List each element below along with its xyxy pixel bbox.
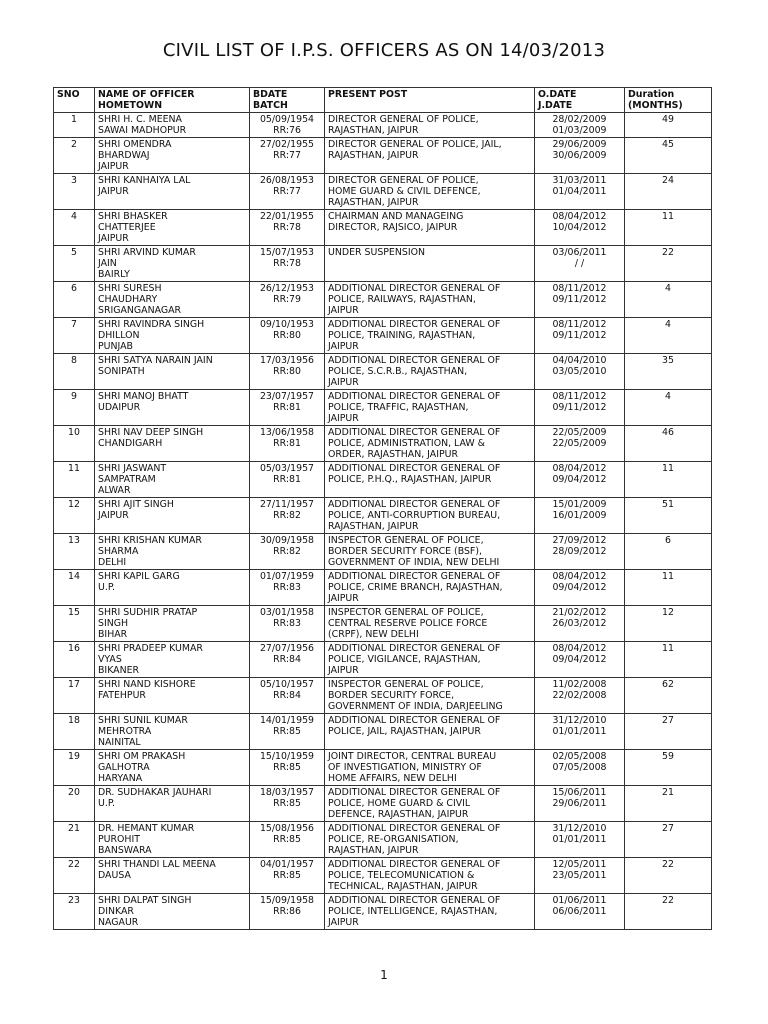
cell-present-post: ADDITIONAL DIRECTOR GENERAL OF POLICE, JAIL, RAJASTHAN, JAIPUR <box>325 714 535 750</box>
cell-officer-name: SHRI SUNIL KUMAR MEHROTRA NAINITAL <box>95 714 250 750</box>
cell-officer-name: SHRI BHASKER CHATTERJEE JAIPUR <box>95 210 250 246</box>
cell-odate-jdate: 22/05/2009 22/05/2009 <box>535 426 625 462</box>
cell-present-post: ADDITIONAL DIRECTOR GENERAL OF POLICE, P.H.Q., RAJASTHAN, JAIPUR <box>325 462 535 498</box>
cell-present-post: ADDITIONAL DIRECTOR GENERAL OF POLICE, S.C.R.B., RAJASTHAN, JAIPUR <box>325 354 535 390</box>
cell-bdate-batch: 13/06/1958 RR:81 <box>250 426 325 462</box>
cell-bdate-batch: 27/11/1957 RR:82 <box>250 498 325 534</box>
cell-officer-name: SHRI OM PRAKASH GALHOTRA HARYANA <box>95 750 250 786</box>
cell-present-post: DIRECTOR GENERAL OF POLICE, RAJASTHAN, JAIPUR <box>325 113 535 138</box>
cell-sno: 1 <box>54 113 95 138</box>
cell-present-post: ADDITIONAL DIRECTOR GENERAL OF POLICE, RAILWAYS, RAJASTHAN, JAIPUR <box>325 282 535 318</box>
cell-bdate-batch: 27/07/1956 RR:84 <box>250 642 325 678</box>
table-row <box>54 534 712 570</box>
cell-odate-jdate: 08/11/2012 09/11/2012 <box>535 282 625 318</box>
cell-bdate-batch: 26/12/1953 RR:79 <box>250 282 325 318</box>
table-row <box>54 390 712 426</box>
cell-bdate-batch: 15/08/1956 RR:85 <box>250 822 325 858</box>
cell-bdate-batch: 09/10/1953 RR:80 <box>250 318 325 354</box>
cell-duration: 11 <box>625 210 712 246</box>
header-bdate: BDATE BATCH <box>250 88 325 113</box>
cell-officer-name: SHRI KAPIL GARG U.P. <box>95 570 250 606</box>
cell-officer-name: SHRI H. C. MEENA SAWAI MADHOPUR <box>95 113 250 138</box>
table-row <box>54 318 712 354</box>
cell-bdate-batch: 15/07/1953 RR:78 <box>250 246 325 282</box>
header-duration: Duration (MONTHS) <box>625 88 712 113</box>
table-row <box>54 462 712 498</box>
cell-present-post: DIRECTOR GENERAL OF POLICE, HOME GUARD & CIVIL DEFENCE, RAJASTHAN, JAIPUR <box>325 174 535 210</box>
cell-sno: 5 <box>54 246 95 282</box>
cell-sno: 9 <box>54 390 95 426</box>
cell-duration: 51 <box>625 498 712 534</box>
cell-bdate-batch: 22/01/1955 RR:78 <box>250 210 325 246</box>
cell-present-post: ADDITIONAL DIRECTOR GENERAL OF POLICE, VIGILANCE, RAJASTHAN, JAIPUR <box>325 642 535 678</box>
cell-duration: 12 <box>625 606 712 642</box>
cell-sno: 7 <box>54 318 95 354</box>
cell-officer-name: DR. SUDHAKAR JAUHARI U.P. <box>95 786 250 822</box>
cell-sno: 18 <box>54 714 95 750</box>
cell-odate-jdate: 04/04/2010 03/05/2010 <box>535 354 625 390</box>
cell-sno: 16 <box>54 642 95 678</box>
cell-duration: 4 <box>625 390 712 426</box>
cell-sno: 11 <box>54 462 95 498</box>
cell-bdate-batch: 27/02/1955 RR:77 <box>250 138 325 174</box>
cell-duration: 27 <box>625 822 712 858</box>
cell-duration: 6 <box>625 534 712 570</box>
cell-officer-name: SHRI RAVINDRA SINGH DHILLON PUNJAB <box>95 318 250 354</box>
table-row <box>54 282 712 318</box>
cell-odate-jdate: 08/04/2012 09/04/2012 <box>535 570 625 606</box>
table-row <box>54 498 712 534</box>
cell-bdate-batch: 18/03/1957 RR:85 <box>250 786 325 822</box>
cell-duration: 24 <box>625 174 712 210</box>
cell-duration: 22 <box>625 894 712 930</box>
cell-duration: 11 <box>625 462 712 498</box>
cell-officer-name: SHRI SATYA NARAIN JAIN SONIPATH <box>95 354 250 390</box>
cell-sno: 23 <box>54 894 95 930</box>
header-sno: SNO <box>54 88 95 113</box>
cell-sno: 3 <box>54 174 95 210</box>
table-row <box>54 678 712 714</box>
cell-officer-name: SHRI DALPAT SINGH DINKAR NAGAUR <box>95 894 250 930</box>
header-odate: O.DATE J.DATE <box>535 88 625 113</box>
cell-present-post: JOINT DIRECTOR, CENTRAL BUREAU OF INVESTIGATION, MINISTRY OF HOME AFFAIRS, NEW DELHI <box>325 750 535 786</box>
cell-present-post: ADDITIONAL DIRECTOR GENERAL OF POLICE, TRAINING, RAJASTHAN, JAIPUR <box>325 318 535 354</box>
cell-odate-jdate: 12/05/2011 23/05/2011 <box>535 858 625 894</box>
cell-sno: 14 <box>54 570 95 606</box>
cell-duration: 4 <box>625 282 712 318</box>
page-number: 1 <box>380 968 388 982</box>
cell-odate-jdate: 28/02/2009 01/03/2009 <box>535 113 625 138</box>
table-row <box>54 858 712 894</box>
cell-bdate-batch: 05/10/1957 RR:84 <box>250 678 325 714</box>
cell-duration: 11 <box>625 570 712 606</box>
cell-sno: 15 <box>54 606 95 642</box>
cell-present-post: ADDITIONAL DIRECTOR GENERAL OF POLICE, INTELLIGENCE, RAJASTHAN, JAIPUR <box>325 894 535 930</box>
cell-odate-jdate: 08/04/2012 10/04/2012 <box>535 210 625 246</box>
cell-sno: 20 <box>54 786 95 822</box>
cell-sno: 8 <box>54 354 95 390</box>
cell-duration: 22 <box>625 246 712 282</box>
cell-sno: 2 <box>54 138 95 174</box>
cell-present-post: INSPECTOR GENERAL OF POLICE, BORDER SECURITY FORCE (BSF), GOVERNMENT OF INDIA, NEW DELHI <box>325 534 535 570</box>
cell-bdate-batch: 15/09/1958 RR:86 <box>250 894 325 930</box>
table-row <box>54 246 712 282</box>
cell-sno: 17 <box>54 678 95 714</box>
officers-table <box>53 87 712 930</box>
cell-officer-name: SHRI MANOJ BHATT UDAIPUR <box>95 390 250 426</box>
cell-duration: 62 <box>625 678 712 714</box>
cell-odate-jdate: 29/06/2009 30/06/2009 <box>535 138 625 174</box>
table-row <box>54 354 712 390</box>
cell-officer-name: SHRI THANDI LAL MEENA DAUSA <box>95 858 250 894</box>
cell-present-post: INSPECTOR GENERAL OF POLICE, CENTRAL RESERVE POLICE FORCE (CRPF), NEW DELHI <box>325 606 535 642</box>
cell-odate-jdate: 27/09/2012 28/09/2012 <box>535 534 625 570</box>
cell-sno: 4 <box>54 210 95 246</box>
table-row <box>54 786 712 822</box>
cell-odate-jdate: 08/11/2012 09/11/2012 <box>535 318 625 354</box>
cell-present-post: CHAIRMAN AND MANAGEING DIRECTOR, RAJSICO, JAIPUR <box>325 210 535 246</box>
cell-duration: 59 <box>625 750 712 786</box>
cell-bdate-batch: 05/09/1954 RR:76 <box>250 113 325 138</box>
cell-bdate-batch: 03/01/1958 RR:83 <box>250 606 325 642</box>
cell-odate-jdate: 31/03/2011 01/04/2011 <box>535 174 625 210</box>
cell-odate-jdate: 02/05/2008 07/05/2008 <box>535 750 625 786</box>
header-name: NAME OF OFFICER HOMETOWN <box>95 88 250 113</box>
table-row <box>54 714 712 750</box>
cell-odate-jdate: 15/01/2009 16/01/2009 <box>535 498 625 534</box>
cell-sno: 13 <box>54 534 95 570</box>
cell-officer-name: SHRI AJIT SINGH JAIPUR <box>95 498 250 534</box>
table-header-row <box>54 88 712 113</box>
cell-bdate-batch: 01/07/1959 RR:83 <box>250 570 325 606</box>
cell-odate-jdate: 21/02/2012 26/03/2012 <box>535 606 625 642</box>
cell-odate-jdate: 03/06/2011 / / <box>535 246 625 282</box>
cell-bdate-batch: 05/03/1957 RR:81 <box>250 462 325 498</box>
cell-bdate-batch: 23/07/1957 RR:81 <box>250 390 325 426</box>
cell-bdate-batch: 04/01/1957 RR:85 <box>250 858 325 894</box>
header-post: PRESENT POST <box>325 88 535 113</box>
cell-sno: 12 <box>54 498 95 534</box>
cell-present-post: ADDITIONAL DIRECTOR GENERAL OF POLICE, HOME GUARD & CIVIL DEFENCE, RAJASTHAN, JAIPUR <box>325 786 535 822</box>
cell-bdate-batch: 26/08/1953 RR:77 <box>250 174 325 210</box>
cell-bdate-batch: 15/10/1959 RR:85 <box>250 750 325 786</box>
cell-odate-jdate: 08/04/2012 09/04/2012 <box>535 462 625 498</box>
table-row <box>54 138 712 174</box>
cell-duration: 35 <box>625 354 712 390</box>
table-row <box>54 426 712 462</box>
cell-odate-jdate: 31/12/2010 01/01/2011 <box>535 714 625 750</box>
cell-sno: 21 <box>54 822 95 858</box>
cell-officer-name: SHRI SUDHIR PRATAP SINGH BIHAR <box>95 606 250 642</box>
cell-present-post: ADDITIONAL DIRECTOR GENERAL OF POLICE, TELECOMUNICATION & TECHNICAL, RAJASTHAN, JAIPUR <box>325 858 535 894</box>
cell-officer-name: SHRI KRISHAN KUMAR SHARMA DELHI <box>95 534 250 570</box>
cell-present-post: INSPECTOR GENERAL OF POLICE, BORDER SECURITY FORCE, GOVERNMENT OF INDIA, DARJEELING <box>325 678 535 714</box>
cell-bdate-batch: 17/03/1956 RR:80 <box>250 354 325 390</box>
cell-odate-jdate: 01/06/2011 06/06/2011 <box>535 894 625 930</box>
cell-sno: 22 <box>54 858 95 894</box>
cell-odate-jdate: 08/11/2012 09/11/2012 <box>535 390 625 426</box>
cell-present-post: ADDITIONAL DIRECTOR GENERAL OF POLICE, CRIME BRANCH, RAJASTHAN, JAIPUR <box>325 570 535 606</box>
cell-present-post: ADDITIONAL DIRECTOR GENERAL OF POLICE, TRAFFIC, RAJASTHAN, JAIPUR <box>325 390 535 426</box>
cell-duration: 45 <box>625 138 712 174</box>
cell-officer-name: SHRI NAND KISHORE FATEHPUR <box>95 678 250 714</box>
cell-present-post: ADDITIONAL DIRECTOR GENERAL OF POLICE, RE-ORGANISATION, RAJASTHAN, JAIPUR <box>325 822 535 858</box>
cell-duration: 21 <box>625 786 712 822</box>
cell-duration: 11 <box>625 642 712 678</box>
cell-officer-name: SHRI PRADEEP KUMAR VYAS BIKANER <box>95 642 250 678</box>
cell-duration: 46 <box>625 426 712 462</box>
cell-officer-name: SHRI SURESH CHAUDHARY SRIGANGANAGAR <box>95 282 250 318</box>
cell-duration: 27 <box>625 714 712 750</box>
cell-odate-jdate: 31/12/2010 01/01/2011 <box>535 822 625 858</box>
cell-sno: 6 <box>54 282 95 318</box>
cell-duration: 4 <box>625 318 712 354</box>
cell-present-post: ADDITIONAL DIRECTOR GENERAL OF POLICE, ADMINISTRATION, LAW & ORDER, RAJASTHAN, JAIPUR <box>325 426 535 462</box>
table-row <box>54 894 712 930</box>
cell-officer-name: SHRI JASWANT SAMPATRAM ALWAR <box>95 462 250 498</box>
page-title: CIVIL LIST OF I.P.S. OFFICERS AS ON 14/03/2013 <box>162 40 606 61</box>
table-row <box>54 750 712 786</box>
cell-officer-name: SHRI OMENDRA BHARDWAJ JAIPUR <box>95 138 250 174</box>
table-row <box>54 210 712 246</box>
cell-sno: 10 <box>54 426 95 462</box>
cell-present-post: ADDITIONAL DIRECTOR GENERAL OF POLICE, ANTI-CORRUPTION BUREAU, RAJASTHAN, JAIPUR <box>325 498 535 534</box>
cell-sno: 19 <box>54 750 95 786</box>
table-row <box>54 606 712 642</box>
cell-present-post: DIRECTOR GENERAL OF POLICE, JAIL, RAJASTHAN, JAIPUR <box>325 138 535 174</box>
table-row <box>54 642 712 678</box>
cell-odate-jdate: 15/06/2011 29/06/2011 <box>535 786 625 822</box>
cell-officer-name: SHRI ARVIND KUMAR JAIN BAIRLY <box>95 246 250 282</box>
cell-duration: 22 <box>625 858 712 894</box>
cell-duration: 49 <box>625 113 712 138</box>
cell-officer-name: SHRI KANHAIYA LAL JAIPUR <box>95 174 250 210</box>
cell-officer-name: DR. HEMANT KUMAR PUROHIT BANSWARA <box>95 822 250 858</box>
table-row <box>54 113 712 138</box>
table-row <box>54 174 712 210</box>
cell-odate-jdate: 08/04/2012 09/04/2012 <box>535 642 625 678</box>
cell-odate-jdate: 11/02/2008 22/02/2008 <box>535 678 625 714</box>
cell-bdate-batch: 30/09/1958 RR:82 <box>250 534 325 570</box>
table-row <box>54 570 712 606</box>
cell-bdate-batch: 14/01/1959 RR:85 <box>250 714 325 750</box>
cell-officer-name: SHRI NAV DEEP SINGH CHANDIGARH <box>95 426 250 462</box>
table-row <box>54 822 712 858</box>
cell-present-post: UNDER SUSPENSION <box>325 246 535 282</box>
